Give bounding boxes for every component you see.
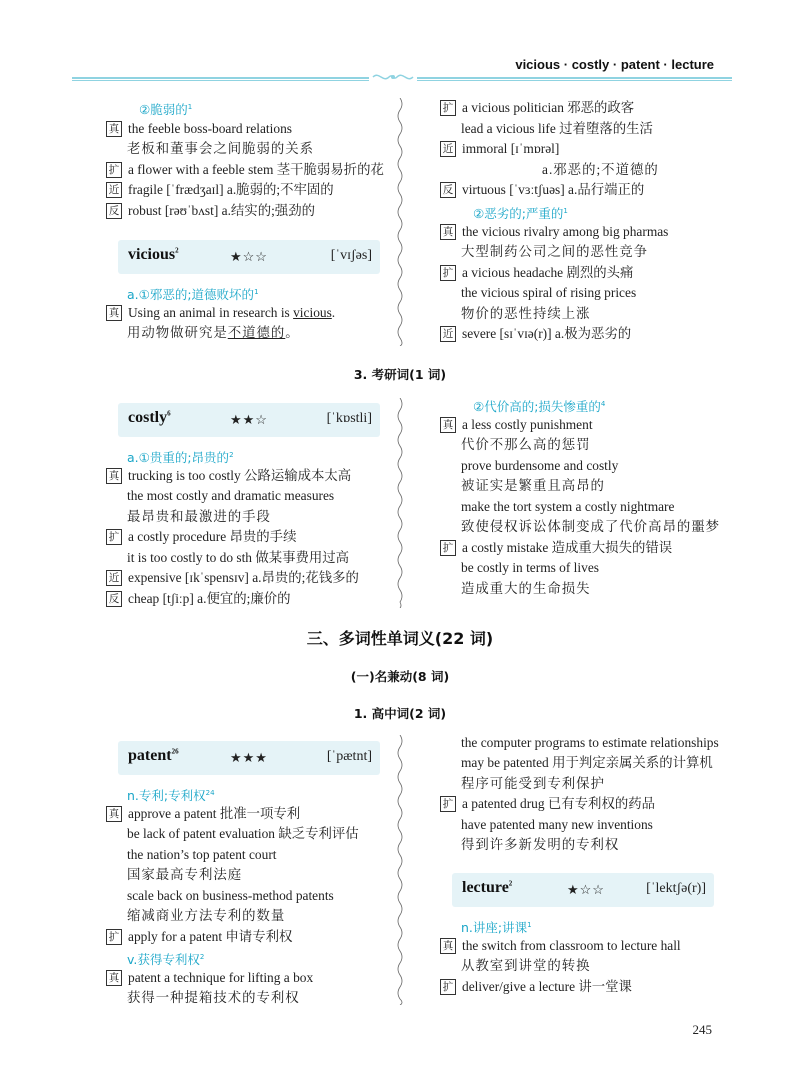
example-line: 真 a less costly punishment — [440, 415, 593, 435]
extension-line: the vicious spiral of rising prices — [461, 285, 637, 300]
page-number: 245 — [692, 1022, 712, 1037]
extension-line: be costly in terms of lives — [461, 560, 599, 575]
meaning-lecture-1: n.讲座;讲课$^1$ — [461, 920, 532, 936]
example-line: 真 trucking is too costly 公路运输成本太高 — [106, 466, 351, 486]
example-line: 真 patent a technique for lifting a box — [106, 968, 313, 988]
column-divider — [396, 98, 404, 346]
extension-line: 扩 apply for a patent 申请专利权 — [106, 927, 292, 947]
pronunciation: [ˈvɪʃəs] — [330, 248, 372, 263]
example-line: scale back on business-method patents — [127, 888, 334, 903]
headword: vicious$^2$ — [128, 246, 179, 263]
meaning-vicious-1: a.①邪恶的;道德败坏的$^1$ — [127, 287, 259, 303]
example-translation: 缩减商业方法专利的数量 — [127, 908, 286, 923]
example-translation: 物价的恶性持续上涨 — [461, 306, 591, 321]
meaning-feeble-2: ②脆弱的$^1$ — [139, 102, 193, 118]
example-line: 真 Using an animal in research is vicious. — [106, 303, 335, 323]
synonym-line: 近 immoral [ɪˈmɒrəl] — [440, 139, 559, 159]
meaning-patent-2: v.获得专利权$^2$ — [127, 952, 205, 968]
example-translation: 用动物做研究是不道德的。 — [127, 325, 300, 340]
section-heading-multi: 三、多词性单词义(22 词) — [306, 629, 494, 648]
extension-line: 扩 a vicious politician 邪恶的政客 — [440, 98, 634, 118]
example-translation: 大型制药公司之间的恶性竞争 — [461, 244, 649, 259]
meaning-costly-1: a.①贵重的;昂贵的$^2$ — [127, 450, 234, 466]
extension-line: lead a vicious life 过着堕落的生活 — [461, 121, 653, 136]
header-ornament-icon — [369, 69, 417, 85]
pronunciation: [ˈkɒstli] — [326, 411, 372, 426]
section-heading-kaoyan: 3. 考研词(1 词) — [353, 367, 447, 382]
example-translation: 致使侵权诉讼体制变成了代价高昂的噩梦 — [461, 519, 721, 534]
antonym-line: 反 virtuous [ˈvɜːtʃuəs] a.品行端正的 — [440, 180, 644, 200]
example-translation: 代价不那么高的惩罚 — [461, 437, 591, 452]
antonym-line: 反 cheap [tʃiːp] a.便宜的;廉价的 — [106, 589, 291, 609]
word-box-patent — [118, 741, 380, 775]
synonym-line: 近 fragile [ˈfrædʒaɪl] a.脆弱的;不牢固的 — [106, 180, 334, 200]
star-rating: ★★☆ — [230, 412, 268, 427]
example-line: prove burdensome and costly — [461, 458, 619, 473]
example-translation: 国家最高专利法庭 — [127, 867, 243, 882]
example-line: 真 the feeble boss-board relations — [106, 119, 292, 139]
pronunciation: [ˈpætnt] — [326, 749, 372, 764]
extension-line: 扩 deliver/give a lecture 讲一堂课 — [440, 977, 632, 997]
word-box-lecture — [452, 873, 714, 907]
headword: lecture$^2$ — [462, 879, 513, 896]
extension-line: 扩 a costly mistake 造成重大损失的错误 — [440, 538, 672, 558]
headword: patent$^{26}$ — [128, 747, 179, 764]
column-divider — [396, 735, 404, 1005]
meaning-vicious-2: ②恶劣的;严重的$^1$ — [473, 206, 568, 222]
star-rating: ★☆☆ — [567, 882, 605, 897]
example-line: 真 the vicious rivalry among big pharmas — [440, 222, 668, 242]
example-translation: 从教室到讲堂的转换 — [461, 958, 591, 973]
star-rating: ★☆☆ — [230, 249, 268, 264]
running-header: vicious · costly · patent · lecture — [515, 57, 714, 72]
example-line: the most costly and dramatic measures — [127, 488, 335, 503]
example-line: be lack of patent evaluation 缺乏专利评估 — [127, 826, 359, 841]
subsection-heading: (一)名兼动(8 词) — [350, 669, 450, 684]
example-translation: 老板和董事会之间脆弱的关系 — [127, 141, 315, 156]
example-line: the nation’s top patent court — [127, 847, 277, 862]
meaning-patent-1: n.专利;专利权$^{24}$ — [127, 788, 215, 804]
word-box-vicious — [118, 240, 380, 274]
example-line: the computer programs to estimate relationships — [461, 735, 719, 750]
example-translation: 造成重大的生命损失 — [461, 581, 591, 596]
extension-line: have patented many new inventions — [461, 817, 653, 832]
example-line: may be patented 用于判定亲属关系的计算机 — [461, 755, 713, 770]
extension-line: it is too costly to do sth 做某事费用过高 — [127, 550, 350, 565]
section-heading-gaozhong: 1. 高中词(2 词) — [353, 706, 447, 721]
example-line: 真 approve a patent 批准一项专利 — [106, 804, 300, 824]
meaning-costly-2: ②代价高的;损失惨重的$^4$ — [473, 399, 606, 415]
synonym-line: 近 expensive [ɪkˈspensɪv] a.昂贵的;花钱多的 — [106, 568, 359, 588]
example-translation: 程序可能受到专利保护 — [461, 776, 605, 791]
extension-line: 扩 a vicious headache 剧烈的头痛 — [440, 263, 633, 283]
extension-line: 扩 a patented drug 已有专利权的药品 — [440, 794, 655, 814]
example-line: 真 the switch from classroom to lecture hall — [440, 936, 681, 956]
star-rating: ★★★ — [230, 750, 268, 765]
synonym-meaning: a.邪恶的;不道德的 — [542, 162, 659, 177]
column-divider — [396, 398, 404, 608]
extension-line: 扩 a costly procedure 昂贵的手续 — [106, 527, 296, 547]
extension-line: 扩 a flower with a feeble stem 茎干脆弱易折的花 — [106, 160, 384, 180]
example-translation: 得到许多新发明的专利权 — [461, 837, 620, 852]
example-line: make the tort system a costly nightmare — [461, 499, 675, 514]
example-translation: 被证实是繁重且高昂的 — [461, 478, 605, 493]
antonym-line: 反 robust [rəʊˈbʌst] a.结实的;强劲的 — [106, 201, 315, 221]
example-translation: 获得一种提箱技术的专利权 — [127, 990, 300, 1005]
headword: costly$^6$ — [128, 409, 171, 426]
pronunciation: [ˈlektʃə(r)] — [646, 881, 706, 896]
word-box-costly — [118, 403, 380, 437]
example-translation: 最昂贵和最激进的手段 — [127, 509, 271, 524]
synonym-line: 近 severe [sɪˈvɪə(r)] a.极为恶劣的 — [440, 324, 631, 344]
